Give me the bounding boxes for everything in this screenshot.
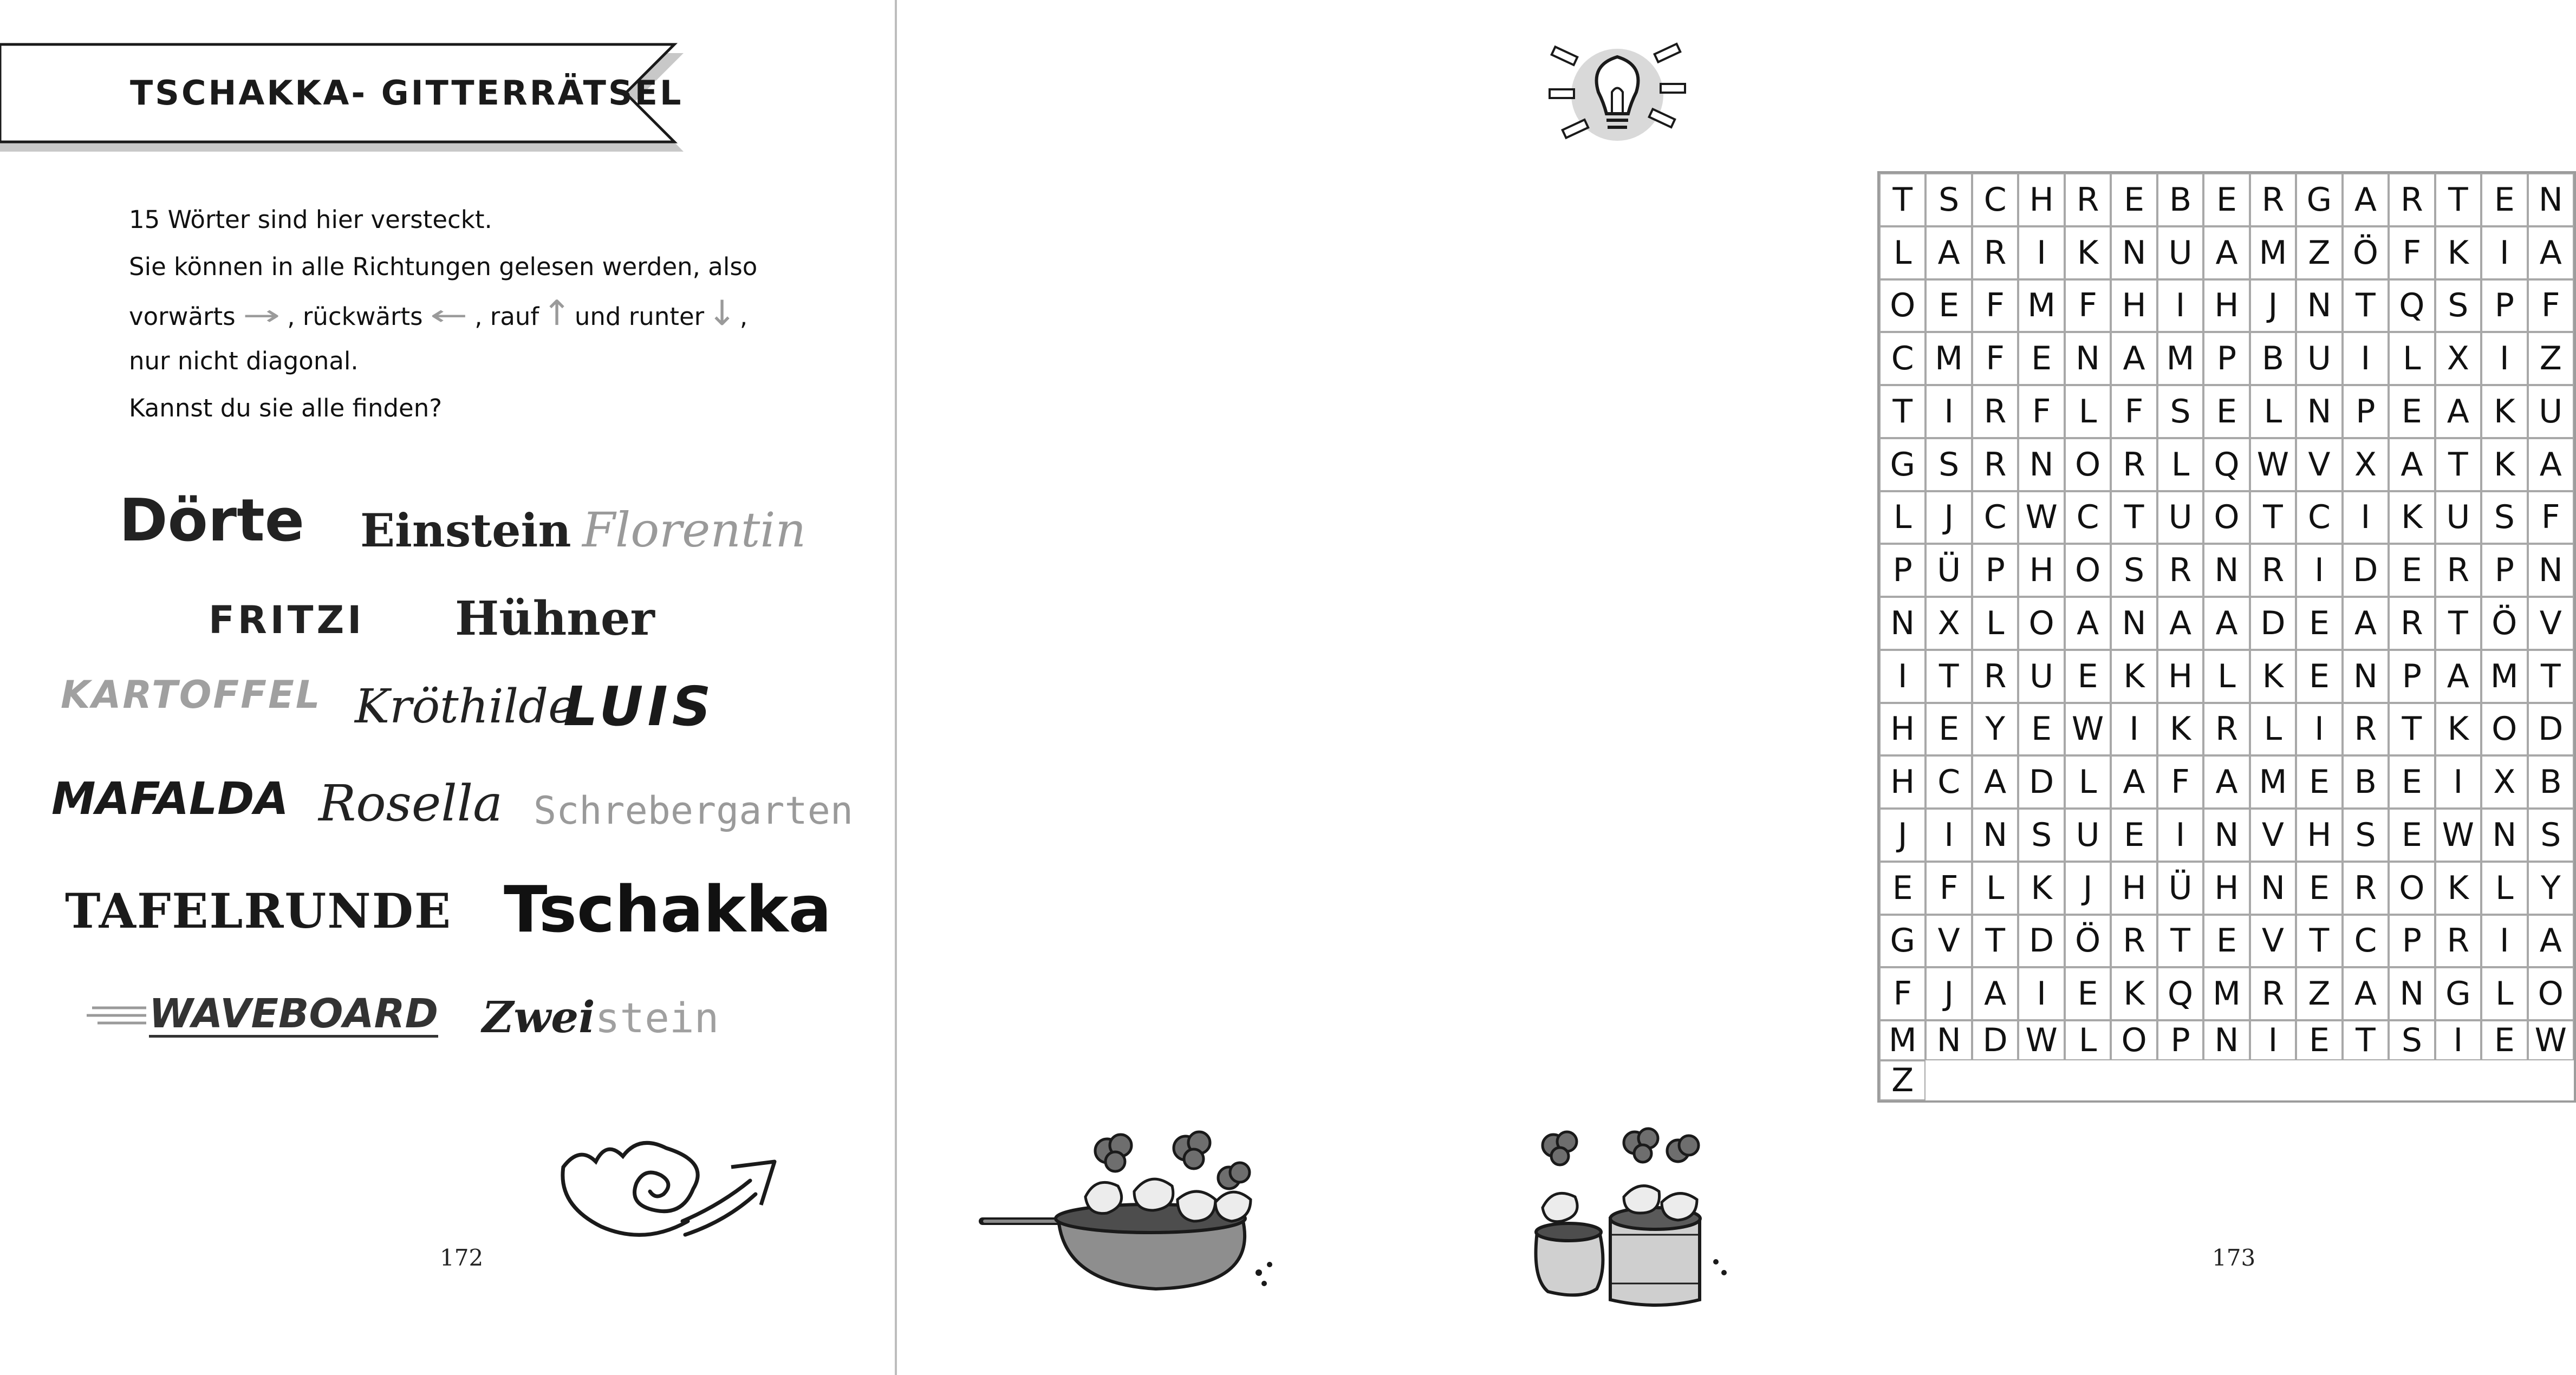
- grid-cell: I: [1879, 650, 1926, 703]
- grid-cell: M: [2481, 650, 2527, 703]
- grid-cell: O: [2481, 703, 2527, 756]
- grid-cell: B: [2343, 755, 2389, 809]
- grid-cell: I: [1926, 809, 1972, 862]
- grid-cell: I: [2296, 544, 2342, 597]
- instruction-line-3: [129, 290, 806, 337]
- grid-cell: T: [1879, 173, 1926, 226]
- grid-cell: I: [2296, 703, 2342, 756]
- grid-cell: T: [1972, 915, 2018, 968]
- grid-cell: A: [2111, 332, 2157, 385]
- grid-cell: I: [2343, 491, 2389, 544]
- grid-cell: S: [2343, 809, 2389, 862]
- grid-cell: E: [2296, 862, 2342, 915]
- grid-cell: A: [2528, 438, 2574, 491]
- grid-cell: V: [2296, 438, 2342, 491]
- grid-cell: N: [1972, 809, 2018, 862]
- grid-cell: F: [2528, 279, 2574, 333]
- grid-cell: V: [2250, 809, 2296, 862]
- grid-cell: E: [2018, 703, 2064, 756]
- grid-cell: N: [2528, 173, 2574, 226]
- grid-cell: V: [1926, 915, 1972, 968]
- grid-cell: F: [2018, 385, 2064, 438]
- grid-cell: K: [2018, 862, 2064, 915]
- grid-cell: R: [2389, 173, 2435, 226]
- grid-cell: Q: [2203, 438, 2249, 491]
- arrow-right-icon: →: [242, 299, 281, 332]
- grid-cell: S: [2157, 385, 2203, 438]
- grid-cell: D: [2250, 597, 2296, 650]
- direction-down-label: und runter: [574, 302, 705, 331]
- grid-cell: A: [2111, 755, 2157, 809]
- grid-cell: O: [2389, 862, 2435, 915]
- grid-cell: L: [1879, 226, 1926, 279]
- arrow-down-icon: ↓: [707, 294, 737, 334]
- arrow-left-icon: ←: [430, 299, 468, 332]
- grid-cell: C: [1926, 755, 1972, 809]
- grid-cell: K: [2481, 385, 2527, 438]
- instruction-line-1: 15 Wörter sind hier versteckt.: [129, 205, 492, 234]
- grid-cell: W: [2250, 438, 2296, 491]
- grid-cell: P: [2343, 385, 2389, 438]
- swirl-arrow-icon: [547, 1129, 785, 1248]
- grid-cell: Z: [2296, 226, 2342, 279]
- grid-cell: G: [1879, 438, 1926, 491]
- grid-cell: C: [1972, 491, 2018, 544]
- grid-cell: Ö: [2343, 226, 2389, 279]
- grid-cell: A: [2203, 226, 2249, 279]
- page-number: 173: [2212, 1244, 2256, 1271]
- grid-cell: E: [2203, 385, 2249, 438]
- grid-cell: N: [2203, 809, 2249, 862]
- grid-cell: K: [2111, 967, 2157, 1020]
- grid-cell: J: [1879, 809, 1926, 862]
- grid-cell: F: [1972, 332, 2018, 385]
- grid-cell: L: [2203, 650, 2249, 703]
- grid-cell: T: [2250, 491, 2296, 544]
- grid-cell: P: [1972, 544, 2018, 597]
- grid-cell: I: [2111, 703, 2157, 756]
- grid-cell: K: [2435, 862, 2481, 915]
- grid-cell: R: [2111, 915, 2157, 968]
- grid-cell: E: [2481, 173, 2527, 226]
- grid-cell: Ü: [2157, 862, 2203, 915]
- grid-cell: A: [2203, 755, 2249, 809]
- grid-cell: F: [2065, 279, 2111, 333]
- grid-cell: R: [1972, 385, 2018, 438]
- grid-cell: D: [2343, 544, 2389, 597]
- grid-cell: R: [1972, 650, 2018, 703]
- word-item: KARTOFFEL: [61, 673, 322, 717]
- instructions: [129, 196, 806, 432]
- grid-cell: N: [2111, 226, 2157, 279]
- grid-cell: K: [2157, 703, 2203, 756]
- direction-up-label: , rauf: [474, 302, 539, 331]
- grid-cell: L: [2250, 385, 2296, 438]
- grid-cell: K: [2250, 650, 2296, 703]
- grid-cell: F: [2111, 385, 2157, 438]
- grid-cell: T: [2528, 650, 2574, 703]
- word-item: Dörte: [119, 487, 304, 555]
- grid-cell: M: [2157, 332, 2203, 385]
- grid-cell: W: [2018, 1020, 2064, 1060]
- grid-cell: P: [1879, 544, 1926, 597]
- grid-cell: E: [1926, 703, 1972, 756]
- word-item: Einstein: [360, 504, 571, 557]
- grid-cell: I: [2481, 226, 2527, 279]
- grid-cell: K: [2111, 650, 2157, 703]
- page-number: 172: [440, 1244, 484, 1271]
- word-item: Hühner: [455, 591, 655, 646]
- grid-cell: A: [2203, 597, 2249, 650]
- grid-cell: I: [2018, 226, 2064, 279]
- left-page: [0, 0, 895, 1375]
- grid-cell: N: [1926, 1020, 1972, 1060]
- grid-cell: O: [2065, 544, 2111, 597]
- grid-cell: T: [2343, 279, 2389, 333]
- grid-cell: N: [2018, 438, 2064, 491]
- word-item: Tschakka: [504, 872, 832, 947]
- grid-cell: F: [2389, 226, 2435, 279]
- grid-cell: U: [2157, 226, 2203, 279]
- arrow-up-icon: ↑: [542, 294, 571, 334]
- grid-cell: A: [2343, 173, 2389, 226]
- grid-cell: R: [1972, 226, 2018, 279]
- grid-cell: W: [2018, 491, 2064, 544]
- grid-cell: A: [1926, 226, 1972, 279]
- grid-cell: Q: [2157, 967, 2203, 1020]
- grid-cell: M: [2250, 226, 2296, 279]
- grid-cell: T: [1879, 385, 1926, 438]
- direction-backward-label: , rückwärts: [287, 302, 423, 331]
- grid-cell: R: [2389, 597, 2435, 650]
- grid-cell: H: [2111, 279, 2157, 333]
- grid-cell: L: [2065, 385, 2111, 438]
- grid-cell: I: [2157, 279, 2203, 333]
- grid-cell: P: [2481, 544, 2527, 597]
- grid-cell: K: [2481, 438, 2527, 491]
- grid-cell: E: [2111, 809, 2157, 862]
- lightbulb-icon: [1547, 32, 1688, 152]
- grid-cell: H: [2157, 650, 2203, 703]
- grid-cell: E: [1926, 279, 1972, 333]
- right-page: [897, 0, 2567, 1375]
- grid-cell: M: [2250, 755, 2296, 809]
- grid-cell: F: [1926, 862, 1972, 915]
- grid-cell: U: [2296, 332, 2342, 385]
- grid-cell: J: [1926, 491, 1972, 544]
- grid-cell: W: [2435, 809, 2481, 862]
- grid-cell: I: [2435, 1020, 2481, 1060]
- grid-cell: H: [2111, 862, 2157, 915]
- grid-cell: N: [2296, 279, 2342, 333]
- grid-cell: I: [2481, 915, 2527, 968]
- grid-cell: D: [2018, 755, 2064, 809]
- grid-cell: K: [2435, 226, 2481, 279]
- word-item: Kröthilde: [355, 680, 576, 734]
- grid-cell: U: [2018, 650, 2064, 703]
- grid-cell: A: [2157, 597, 2203, 650]
- grid-cell: L: [2157, 438, 2203, 491]
- grid-cell: C: [2343, 915, 2389, 968]
- grid-cell: R: [2203, 703, 2249, 756]
- instruction-line-2: Sie können in alle Richtungen gelesen werden, also: [129, 252, 758, 281]
- grid-cell: I: [2481, 332, 2527, 385]
- grid-cell: P: [2157, 1020, 2203, 1060]
- grid-cell: A: [1972, 755, 2018, 809]
- grid-cell: L: [2065, 755, 2111, 809]
- grid-cell: E: [2481, 1020, 2527, 1060]
- grid-cell: R: [2435, 544, 2481, 597]
- grid-cell: H: [2018, 544, 2064, 597]
- grid-cell: X: [1926, 597, 1972, 650]
- grid-cell: I: [2250, 1020, 2296, 1060]
- grid-cell: N: [2065, 332, 2111, 385]
- word-item: LUIS: [563, 675, 715, 738]
- word-item: WAVEBOARD: [149, 990, 439, 1037]
- grid-cell: R: [2250, 967, 2296, 1020]
- grid-cell: L: [1972, 862, 2018, 915]
- word-item: MAFALDA: [51, 773, 289, 825]
- grid-cell: J: [1926, 967, 1972, 1020]
- grid-cell: N: [2111, 597, 2157, 650]
- grid-cell: R: [2065, 173, 2111, 226]
- grid-cell: S: [2435, 279, 2481, 333]
- grid-cell: N: [2203, 544, 2249, 597]
- grid-cell: S: [2528, 809, 2574, 862]
- grid-cell: I: [2157, 809, 2203, 862]
- grid-cell: E: [2111, 173, 2157, 226]
- grid-cell: R: [2343, 862, 2389, 915]
- grid-cell: C: [1972, 173, 2018, 226]
- grid-cell: A: [2528, 915, 2574, 968]
- grid-cell: S: [2389, 1020, 2435, 1060]
- grid-cell: Y: [2528, 862, 2574, 915]
- grid-cell: E: [2389, 385, 2435, 438]
- grid-cell: N: [2343, 650, 2389, 703]
- grid-cell: M: [1879, 1020, 1926, 1060]
- grid-cell: S: [2111, 544, 2157, 597]
- grid-cell: T: [2157, 915, 2203, 968]
- grid-cell: G: [2435, 967, 2481, 1020]
- grid-cell: G: [2296, 173, 2342, 226]
- word-item: Florentin: [582, 502, 806, 558]
- grid-cell: D: [1972, 1020, 2018, 1060]
- grid-cell: Ö: [2065, 915, 2111, 968]
- grid-cell: T: [2111, 491, 2157, 544]
- grid-cell: R: [2343, 703, 2389, 756]
- grid-cell: I: [2018, 967, 2064, 1020]
- grid-cell: N: [2203, 1020, 2249, 1060]
- word-part-stein: stein: [595, 994, 719, 1042]
- grid-cell: D: [2528, 703, 2574, 756]
- grid-cell: E: [2065, 967, 2111, 1020]
- grid-cell: T: [2296, 915, 2342, 968]
- grid-cell: Ü: [1926, 544, 1972, 597]
- grid-cell: O: [2065, 438, 2111, 491]
- grid-cell: M: [2018, 279, 2064, 333]
- grid-cell: A: [1972, 967, 2018, 1020]
- grid-cell: C: [2065, 491, 2111, 544]
- page-title: TSCHAKKA- GITTERRÄTSEL: [130, 73, 684, 113]
- grid-cell: F: [1972, 279, 2018, 333]
- grid-cell: P: [2203, 332, 2249, 385]
- grid-cell: N: [2389, 967, 2435, 1020]
- grid-cell: N: [2528, 544, 2574, 597]
- grid-cell: K: [2065, 226, 2111, 279]
- grid-cell: E: [2389, 755, 2435, 809]
- grid-cell: E: [2018, 332, 2064, 385]
- grid-cell: T: [2389, 703, 2435, 756]
- grid-cell: K: [2389, 491, 2435, 544]
- grid-cell: E: [2296, 1020, 2342, 1060]
- grid-cell: W: [2065, 703, 2111, 756]
- instruction-line-4: nur nicht diagonal.: [129, 347, 359, 375]
- grid-cell: R: [2111, 438, 2157, 491]
- grid-cell: E: [2296, 650, 2342, 703]
- word-item: [482, 992, 719, 1042]
- grid-cell: Y: [1972, 703, 2018, 756]
- grid-cell: A: [2435, 650, 2481, 703]
- grid-cell: M: [2203, 967, 2249, 1020]
- grid-cell: A: [2435, 385, 2481, 438]
- grid-cell: A: [2343, 967, 2389, 1020]
- grid-cell: X: [2435, 332, 2481, 385]
- grid-cell: R: [2250, 544, 2296, 597]
- grid-cell: H: [1879, 755, 1926, 809]
- instruction-comma: ,: [739, 302, 748, 331]
- speed-lines-decoration: [87, 1005, 152, 1026]
- grid-cell: T: [2435, 438, 2481, 491]
- grid-cell: E: [2065, 650, 2111, 703]
- grid-cell: F: [1879, 967, 1926, 1020]
- grid-cell: R: [1972, 438, 2018, 491]
- grid-cell: H: [2203, 279, 2249, 333]
- grid-cell: J: [2250, 279, 2296, 333]
- grid-cell: P: [2389, 650, 2435, 703]
- grid-cell: D: [2018, 915, 2064, 968]
- word-item: TAFELRUNDE: [65, 883, 452, 939]
- instruction-line-5: Kannst du sie alle finden?: [129, 394, 443, 422]
- grid-cell: E: [1879, 862, 1926, 915]
- grid-cell: C: [2296, 491, 2342, 544]
- grid-cell: U: [2528, 385, 2574, 438]
- grid-cell: E: [2296, 597, 2342, 650]
- grid-cell: A: [2065, 597, 2111, 650]
- grid-cell: M: [1926, 332, 1972, 385]
- grid-cell: T: [1926, 650, 1972, 703]
- grid-cell: H: [1879, 703, 1926, 756]
- flower-pan-illustration: [977, 1126, 1280, 1305]
- word-item: Rosella: [318, 774, 503, 832]
- grid-cell: F: [2528, 491, 2574, 544]
- grid-cell: L: [2250, 703, 2296, 756]
- grid-cell: R: [2157, 544, 2203, 597]
- grid-cell: Z: [2296, 967, 2342, 1020]
- grid-cell: G: [1879, 915, 1926, 968]
- grid-cell: S: [1926, 173, 1972, 226]
- grid-cell: I: [2343, 332, 2389, 385]
- grid-cell: O: [1879, 279, 1926, 333]
- grid-cell: I: [2435, 755, 2481, 809]
- grid-cell: B: [2250, 332, 2296, 385]
- grid-cell: O: [2018, 597, 2064, 650]
- grid-cell: I: [1926, 385, 1972, 438]
- grid-cell: J: [2065, 862, 2111, 915]
- grid-cell: T: [2435, 173, 2481, 226]
- grid-cell: V: [2528, 597, 2574, 650]
- word-item: Schrebergarten: [534, 788, 854, 833]
- grid-cell: H: [2296, 809, 2342, 862]
- grid-cell: B: [2528, 755, 2574, 809]
- grid-cell: L: [1879, 491, 1926, 544]
- grid-cell: P: [2481, 279, 2527, 333]
- grid-cell: R: [2435, 915, 2481, 968]
- flower-pots-illustration: [1521, 1126, 1738, 1311]
- grid-cell: L: [2389, 332, 2435, 385]
- grid-cell: E: [2389, 544, 2435, 597]
- grid-cell: S: [2481, 491, 2527, 544]
- grid-cell: O: [2528, 967, 2574, 1020]
- grid-cell: F: [2157, 755, 2203, 809]
- grid-cell: S: [1926, 438, 1972, 491]
- grid-cell: N: [2481, 809, 2527, 862]
- grid-cell: A: [2343, 597, 2389, 650]
- grid-cell: E: [2296, 755, 2342, 809]
- grid-cell: N: [1879, 597, 1926, 650]
- grid-cell: L: [2065, 1020, 2111, 1060]
- grid-cell: S: [2018, 809, 2064, 862]
- grid-cell: C: [1879, 332, 1926, 385]
- grid-cell: P: [2389, 915, 2435, 968]
- grid-cell: X: [2343, 438, 2389, 491]
- grid-cell: Q: [2389, 279, 2435, 333]
- word-search-grid: [1877, 171, 2576, 1103]
- grid-cell: N: [2250, 862, 2296, 915]
- direction-forward-label: vorwärts: [129, 302, 236, 331]
- grid-cell: A: [2389, 438, 2435, 491]
- grid-cell: O: [2203, 491, 2249, 544]
- word-part-zwei: Zwei: [482, 992, 595, 1042]
- grid-cell: E: [2389, 809, 2435, 862]
- grid-cell: Ö: [2481, 597, 2527, 650]
- grid-cell: L: [2481, 967, 2527, 1020]
- grid-cell: N: [2296, 385, 2342, 438]
- grid-cell: E: [2203, 173, 2249, 226]
- grid-cell: T: [2435, 597, 2481, 650]
- grid-cell: Z: [2528, 332, 2574, 385]
- grid-cell: O: [2111, 1020, 2157, 1060]
- grid-cell: X: [2481, 755, 2527, 809]
- grid-cell: V: [2250, 915, 2296, 968]
- grid-cell: H: [2203, 862, 2249, 915]
- grid-cell: R: [2250, 173, 2296, 226]
- grid-cell: Z: [1879, 1060, 1926, 1100]
- grid-cell: W: [2528, 1020, 2574, 1060]
- grid-cell: H: [2018, 173, 2064, 226]
- grid-cell: K: [2435, 703, 2481, 756]
- grid-cell: L: [1972, 597, 2018, 650]
- grid-cell: B: [2157, 173, 2203, 226]
- grid-cell: L: [2481, 862, 2527, 915]
- grid-cell: U: [2157, 491, 2203, 544]
- grid-cell: T: [2343, 1020, 2389, 1060]
- grid-cell: A: [2528, 226, 2574, 279]
- word-item: FRITZI: [209, 598, 365, 642]
- grid-cell: U: [2435, 491, 2481, 544]
- grid-cell: E: [2203, 915, 2249, 968]
- grid-cell: U: [2065, 809, 2111, 862]
